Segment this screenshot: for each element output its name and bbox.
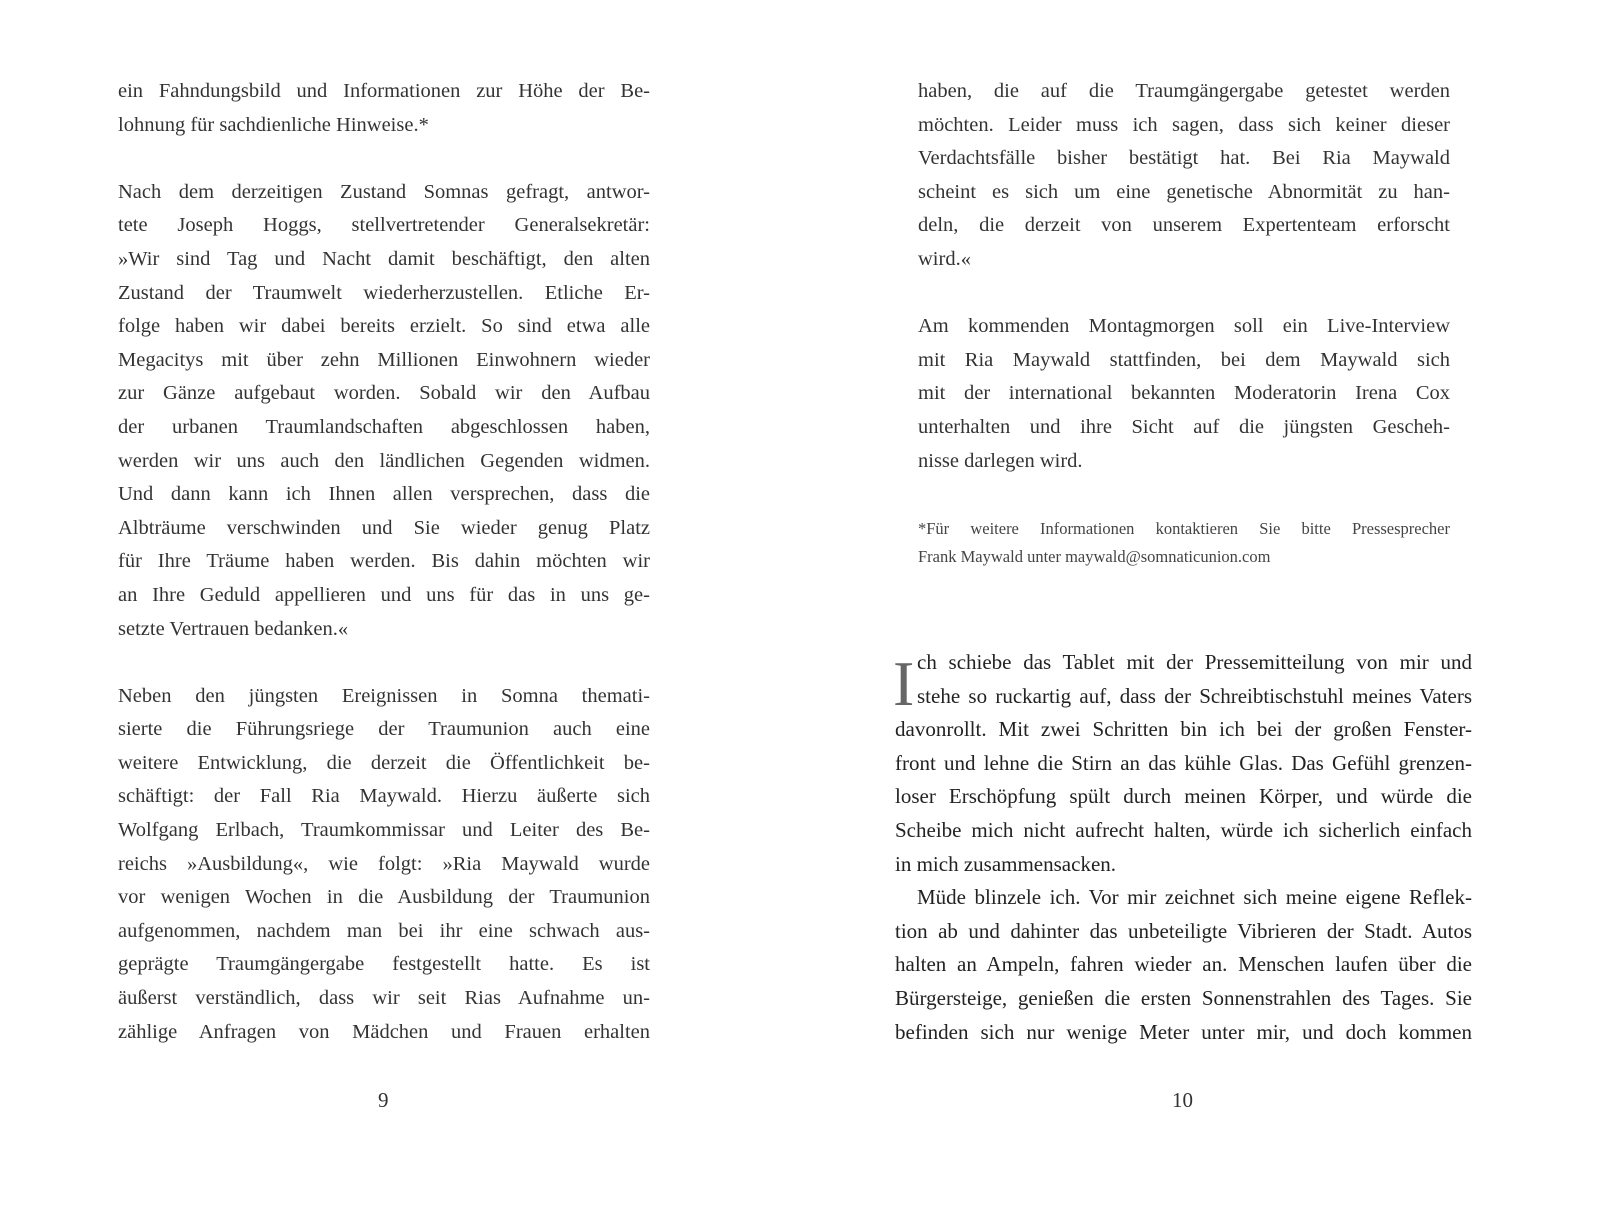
paragraph-gap xyxy=(118,142,650,176)
footnote xyxy=(918,515,1450,571)
paragraph-gap xyxy=(918,277,1450,311)
text-line: befinden sich nur wenige Meter unter mir, und doch kommen xyxy=(895,1019,1472,1044)
page-number-right: 10 xyxy=(1172,1088,1193,1112)
text-line: unterhalten und ihre Sicht auf die jüngsten Gescheh- xyxy=(918,415,1450,438)
text-line: loser Erschöpfung spült durch meinen Körper, und würde die xyxy=(895,784,1472,809)
left-page-body xyxy=(118,75,650,1049)
text-line: tete Joseph Hoggs, stellvertretender Generalsekretär: xyxy=(118,214,650,237)
text-line: ch schiebe das Tablet mit der Pressemitteilung von mir und xyxy=(917,650,1472,674)
text-line: weitere Entwicklung, die derzeit die Öffentlichkeit be- xyxy=(118,751,650,774)
text-line: wird.« xyxy=(918,247,971,270)
text-line: Am kommenden Montagmorgen soll ein Live-Interview xyxy=(918,315,1450,338)
footnote-line: *Für weitere Informationen kontaktieren Sie bitte Pressesprecher xyxy=(918,519,1450,538)
text-line: Verdachtsfälle bisher bestätigt hat. Bei Ria Maywald xyxy=(918,147,1450,170)
text-line: stehe so ruckartig auf, dass der Schreibtischstuhl meines Vaters xyxy=(917,683,1472,708)
text-line: setzte Vertrauen bedanken.« xyxy=(118,617,349,640)
page-number-left: 9 xyxy=(378,1088,389,1112)
text-line: deln, die derzeit von unserem Expertenteam erforscht xyxy=(918,214,1450,237)
text-line: an Ihre Geduld appellieren und uns für das in uns ge- xyxy=(118,583,650,606)
text-line: »Wir sind Tag und Nacht damit beschäftigt, den alten xyxy=(118,247,650,270)
text-line: für Ihre Träume haben werden. Bis dahin möchten wir xyxy=(118,550,650,573)
text-line: nisse darlegen wird. xyxy=(918,449,1083,472)
text-line: Megacitys mit über zehn Millionen Einwohnern wieder xyxy=(118,348,650,371)
text-line: Müde blinzele ich. Vor mir zeichnet sich meine eigene Reflek- xyxy=(917,885,1472,910)
chapter-text xyxy=(895,646,1472,1049)
paragraph-gap xyxy=(118,646,650,680)
right-page-press-release xyxy=(918,75,1450,478)
text-line: folge haben wir dabei bereits erzielt. So sind etwa alle xyxy=(118,315,650,338)
text-line: Scheibe mich nicht aufrecht halten, würde ich sicherlich einfach xyxy=(895,817,1472,842)
text-line: Albträume verschwinden und Sie wieder genug Platz xyxy=(118,516,650,539)
text-line: zählige Anfragen von Mädchen und Frauen erhalten xyxy=(118,1020,650,1043)
text-line: front und lehne die Stirn an das kühle Glas. Das Gefühl grenzen- xyxy=(895,750,1472,775)
text-line: Nach dem derzeitigen Zustand Somnas gefragt, antwor- xyxy=(118,180,650,203)
text-line: Bürgersteige, genießen die ersten Sonnenstrahlen des Tages. Sie xyxy=(895,985,1472,1010)
text-line: halten an Ampeln, fahren wieder an. Menschen laufen über die xyxy=(895,952,1472,977)
text-line: schäftigt: der Fall Ria Maywald. Hierzu äußerte sich xyxy=(118,785,650,808)
text-line: tion ab und dahinter das unbeteiligte Vibrieren der Stadt. Autos xyxy=(895,918,1472,943)
text-line: lohnung für sachdienliche Hinweise.* xyxy=(118,113,429,136)
text-line: werden wir uns auch den ländlichen Gegenden widmen. xyxy=(118,449,650,472)
text-line: ein Fahndungsbild und Informationen zur Höhe der Be- xyxy=(118,80,650,102)
footnote-line: Frank Maywald unter maywald@somnaticunion.com xyxy=(918,547,1271,566)
text-line: haben, die auf die Traumgängergabe getestet werden xyxy=(918,80,1450,102)
text-line: Wolfgang Erlbach, Traumkommissar und Leiter des Be- xyxy=(118,819,650,842)
text-line: der urbanen Traumlandschaften abgeschlossen haben, xyxy=(118,415,650,438)
text-line: Und dann kann ich Ihnen allen versprechen, dass die xyxy=(118,483,650,506)
drop-cap: I xyxy=(893,648,915,719)
text-line: sierte die Führungsriege der Traumunion auch eine xyxy=(118,718,650,741)
text-line: reichs »Ausbildung«, wie folgt: »Ria Maywald wurde xyxy=(118,852,650,875)
text-line: aufgenommen, nachdem man bei ihr eine schwach aus- xyxy=(118,919,650,942)
text-line: mit Ria Maywald stattfinden, bei dem Maywald sich xyxy=(918,348,1450,371)
text-line: davonrollt. Mit zwei Schritten bin ich bei der großen Fenster- xyxy=(895,717,1472,742)
text-line: Neben den jüngsten Ereignissen in Somna themati- xyxy=(118,684,650,707)
text-line: äußerst verständlich, dass wir seit Rias Aufnahme un- xyxy=(118,987,650,1010)
text-line: vor wenigen Wochen in die Ausbildung der Traumunion xyxy=(118,886,650,909)
text-line: möchten. Leider muss ich sagen, dass sich keiner dieser xyxy=(918,113,1450,136)
text-line: mit der international bekannten Moderatorin Irena Cox xyxy=(918,382,1450,405)
text-line: Zustand der Traumwelt wiederherzustellen. Etliche Er- xyxy=(118,281,650,304)
text-line: in mich zusammensacken. xyxy=(895,851,1117,876)
text-line: scheint es sich um eine genetische Abnormität zu han- xyxy=(918,180,1450,203)
text-line: zur Gänze aufgebaut worden. Sobald wir den Aufbau xyxy=(118,382,650,405)
text-line: geprägte Traumgängergabe festgestellt hatte. Es ist xyxy=(118,953,650,976)
